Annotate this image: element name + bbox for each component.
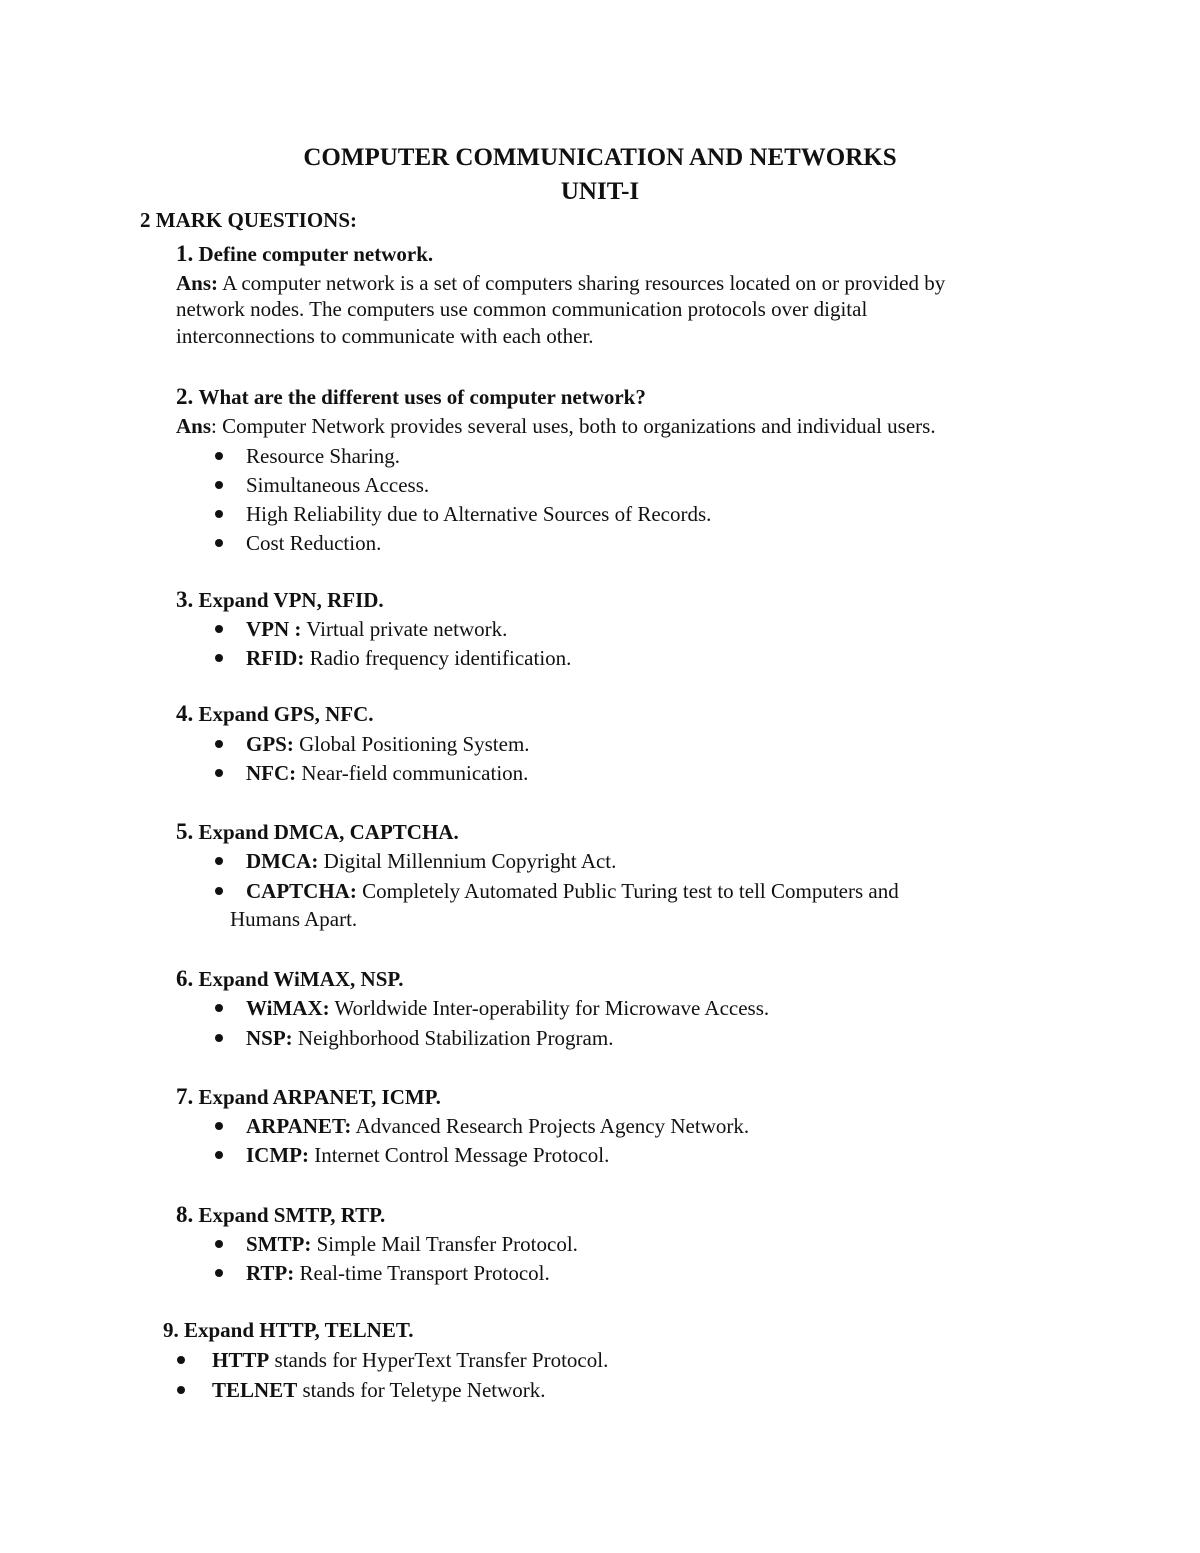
- term: NFC:: [246, 761, 297, 785]
- term: CAPTCHA:: [246, 879, 357, 903]
- term: RTP:: [246, 1261, 295, 1285]
- question-3: [176, 587, 384, 613]
- question-2: [176, 384, 646, 410]
- answer-1-line-1: [176, 270, 945, 296]
- bullet-icon: [215, 1004, 223, 1012]
- bullet-icon: [215, 481, 223, 489]
- answer-label: Ans:: [176, 271, 219, 295]
- question-6: [176, 966, 404, 992]
- term: WiMAX:: [246, 996, 330, 1020]
- term: VPN :: [246, 617, 302, 641]
- question-text: Define computer network.: [198, 242, 434, 266]
- list-item: [246, 995, 769, 1021]
- definition: Advanced Research Projects Agency Network.: [351, 1114, 750, 1138]
- bullet-icon: [215, 510, 223, 518]
- answer-text: A computer network is a set of computers sharing resources located on or provided by: [218, 271, 946, 295]
- definition: Internet Control Message Protocol.: [308, 1143, 610, 1167]
- bullet-icon: [215, 857, 223, 865]
- answer-text: : Computer Network provides several uses, both to organizations and individual users.: [211, 414, 936, 438]
- question-8: [176, 1202, 385, 1228]
- definition: Near-field communication.: [296, 761, 529, 785]
- answer-2: [176, 413, 936, 439]
- question-text: Expand GPS, NFC.: [198, 702, 374, 726]
- term: ARPANET:: [246, 1114, 352, 1138]
- bullet-icon: [215, 740, 223, 748]
- question-number: 7.: [176, 1084, 194, 1109]
- term: DMCA:: [246, 849, 319, 873]
- definition: Neighborhood Stabilization Program.: [292, 1026, 614, 1050]
- list-item: [246, 1142, 609, 1168]
- bullet-icon: [177, 1356, 185, 1364]
- question-number: 3.: [176, 587, 194, 612]
- term: NSP:: [246, 1026, 293, 1050]
- definition: Worldwide Inter-operability for Microwave Access.: [329, 996, 770, 1020]
- list-item: [246, 848, 616, 874]
- bullet-icon: [215, 452, 223, 460]
- bullet-icon: [215, 1240, 223, 1248]
- list-item: [246, 1231, 578, 1257]
- bullet-icon: [177, 1386, 185, 1394]
- answer-label: Ans: [176, 414, 212, 438]
- term: RFID:: [246, 646, 305, 670]
- question-text: Expand VPN, RFID.: [198, 588, 384, 612]
- bullet-icon: [215, 1151, 223, 1159]
- document-title: COMPUTER COMMUNICATION AND NETWORKS: [303, 144, 897, 171]
- question-text: Expand SMTP, RTP.: [198, 1203, 386, 1227]
- bullet-icon: [215, 654, 223, 662]
- question-text: What are the different uses of computer network?: [198, 385, 646, 409]
- definition: Virtual private network.: [301, 617, 508, 641]
- list-item: [246, 1025, 613, 1051]
- definition: Global Positioning System.: [293, 732, 530, 756]
- bullet-icon: [215, 625, 223, 633]
- list-item-continuation: Humans Apart.: [230, 907, 358, 931]
- definition: Completely Automated Public Turing test to tell Computers and: [356, 879, 899, 903]
- bullet-icon: [215, 769, 223, 777]
- bullet-icon: [215, 1122, 223, 1130]
- question-number: 6.: [176, 966, 194, 991]
- question-text: Expand DMCA, CAPTCHA.: [198, 820, 459, 844]
- list-item: [246, 731, 530, 757]
- term: SMTP:: [246, 1232, 312, 1256]
- question-number: 2.: [176, 384, 194, 409]
- bullet-icon: [215, 1269, 223, 1277]
- list-item: [246, 878, 899, 904]
- bullet-icon: [215, 539, 223, 547]
- answer-1-line-3: interconnections to communicate with each other.: [176, 324, 594, 348]
- question-9: 9. Expand HTTP, TELNET.: [163, 1318, 414, 1342]
- question-7: [176, 1084, 441, 1110]
- list-item: [246, 645, 571, 671]
- definition: Radio frequency identification.: [304, 646, 572, 670]
- unit-title: UNIT-I: [560, 178, 640, 205]
- list-item: Cost Reduction.: [246, 531, 382, 555]
- bullet-icon: [215, 1034, 223, 1042]
- definition: Digital Millennium Copyright Act.: [318, 849, 617, 873]
- question-number: 4.: [176, 701, 194, 726]
- term: GPS:: [246, 732, 294, 756]
- list-item: [246, 760, 528, 786]
- list-item: Resource Sharing.: [246, 444, 400, 468]
- list-item: [246, 1113, 749, 1139]
- bullet-icon: [215, 887, 223, 895]
- definition: Simple Mail Transfer Protocol.: [311, 1232, 578, 1256]
- list-item: [246, 1260, 550, 1286]
- question-text: Expand ARPANET, ICMP.: [198, 1085, 441, 1109]
- definition: stands for HyperText Transfer Protocol.: [269, 1348, 609, 1372]
- list-item: Simultaneous Access.: [246, 473, 430, 497]
- question-number: 5.: [176, 819, 194, 844]
- term: HTTP: [212, 1348, 270, 1372]
- question-4: [176, 701, 374, 727]
- question-text: Expand WiMAX, NSP.: [198, 967, 404, 991]
- definition: Real-time Transport Protocol.: [294, 1261, 550, 1285]
- term: ICMP:: [246, 1143, 309, 1167]
- list-item: High Reliability due to Alternative Sources of Records.: [246, 502, 712, 526]
- list-item: [212, 1377, 546, 1403]
- section-heading: 2 MARK QUESTIONS:: [140, 208, 358, 232]
- list-item: [246, 616, 507, 642]
- definition: stands for Teletype Network.: [297, 1378, 546, 1402]
- question-5: [176, 819, 459, 845]
- list-item: [212, 1347, 608, 1373]
- answer-1-line-2: network nodes. The computers use common communication protocols over digital: [176, 297, 868, 321]
- question-number: 8.: [176, 1202, 194, 1227]
- term: TELNET: [212, 1378, 298, 1402]
- question-number: 1.: [176, 241, 194, 266]
- question-1: [176, 241, 433, 267]
